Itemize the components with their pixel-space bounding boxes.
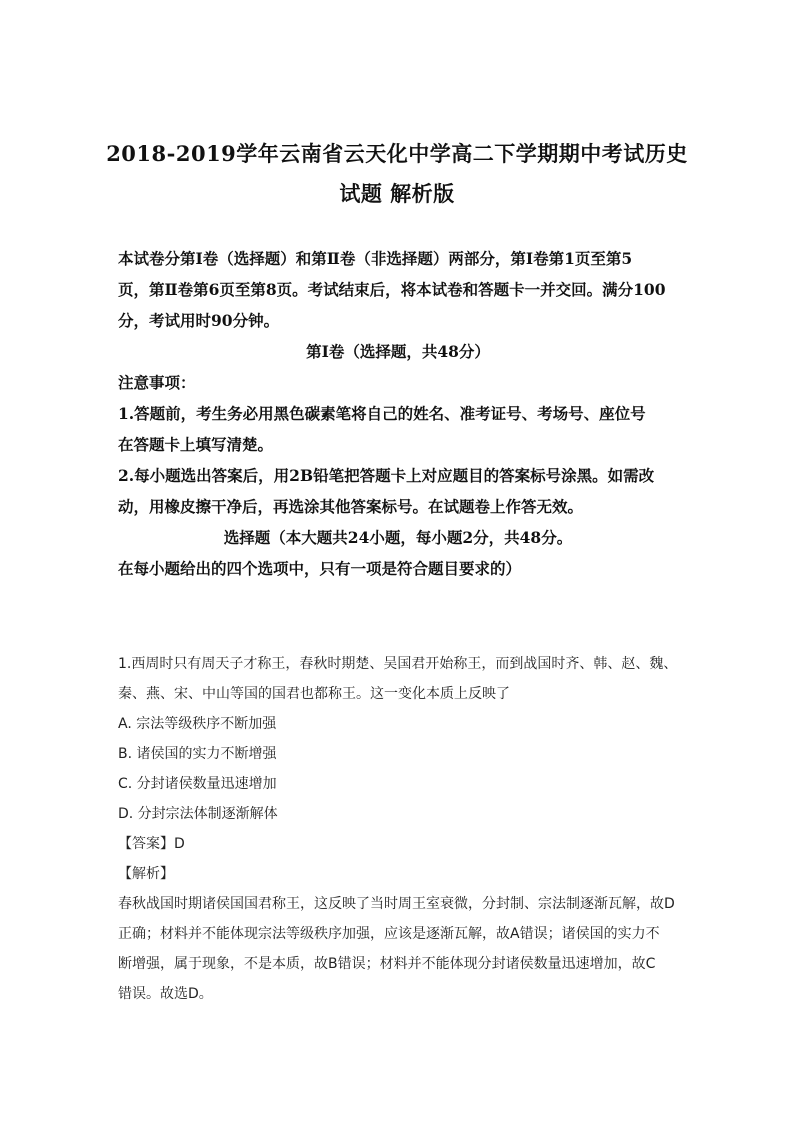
analysis-label: 【解析】 <box>118 866 174 882</box>
question-text-cont: 秦、燕、宋、中山等国的国君也都称王。这一变化本质上反映了 <box>118 686 510 702</box>
question-1 <box>118 649 678 1009</box>
notice-item-2: 2.每小题选出答案后，用2B铅笔把答题卡上对应题目的答案标号涂黑。如需改 <box>118 466 655 485</box>
notice-heading: 注意事项： <box>118 373 196 392</box>
intro-line: 本试卷分第Ⅰ卷（选择题）和第Ⅱ卷（非选择题）两部分，第Ⅰ卷第1页至第5 <box>118 249 633 268</box>
analysis-line: 错误。故选D。 <box>118 986 213 1002</box>
exam-intro <box>118 243 678 584</box>
notice-item-1: 1.答题前，考生务必用黑色碳素笔将自己的姓名、准考证号、考场号、座位号 <box>118 404 646 423</box>
analysis-line: 断增强，属于现象，不是本质，故B错误；材料并不能体现分封诸侯数量迅速增加，故C <box>118 956 656 972</box>
option-d: D. 分封宗法体制逐渐解体 <box>118 806 278 822</box>
notice-item-2-cont: 动，用橡皮擦干净后，再选涂其他答案标号。在试题卷上作答无效。 <box>118 497 584 516</box>
notice-item-1-cont: 在答题卡上填写清楚。 <box>118 435 274 454</box>
choice-section-instruction: 在每小题给出的四个选项中，只有一项是符合题目要求的） <box>118 559 522 578</box>
document-title-line-1: 2018-2019学年云南省云天化中学高二下学期期中考试历史 <box>106 141 688 166</box>
document-title-line-2: 试题 解析版 <box>339 181 455 206</box>
intro-line: 页，第Ⅱ卷第6页至第8页。考试结束后，将本试卷和答题卡一并交回。满分100 <box>118 280 666 299</box>
option-b: B. 诸侯国的实力不断增强 <box>118 746 277 762</box>
analysis-line: 正确；材料并不能体现宗法等级秩序加强，应该是逐渐瓦解，故A错误；诸侯国的实力不 <box>118 926 660 942</box>
option-a: A. 宗法等级秩序不断加强 <box>118 716 277 732</box>
question-text: 1.西周时只有周天子才称王，春秋时期楚、吴国君开始称王，而到战国时齐、韩、赵、魏、 <box>118 656 678 672</box>
choice-section-heading: 选择题（本大题共24小题，每小题2分，共48分。 <box>223 528 573 547</box>
answer-label: 【答案】D <box>118 836 185 852</box>
option-c: C. 分封诸侯数量迅速增加 <box>118 776 277 792</box>
analysis-line: 春秋战国时期诸侯国国君称王，这反映了当时周王室衰微，分封制、宗法制逐渐瓦解，故D <box>118 896 675 912</box>
section-heading: 第Ⅰ卷（选择题，共48分） <box>306 342 490 361</box>
intro-line: 分，考试用时90分钟。 <box>118 311 280 330</box>
